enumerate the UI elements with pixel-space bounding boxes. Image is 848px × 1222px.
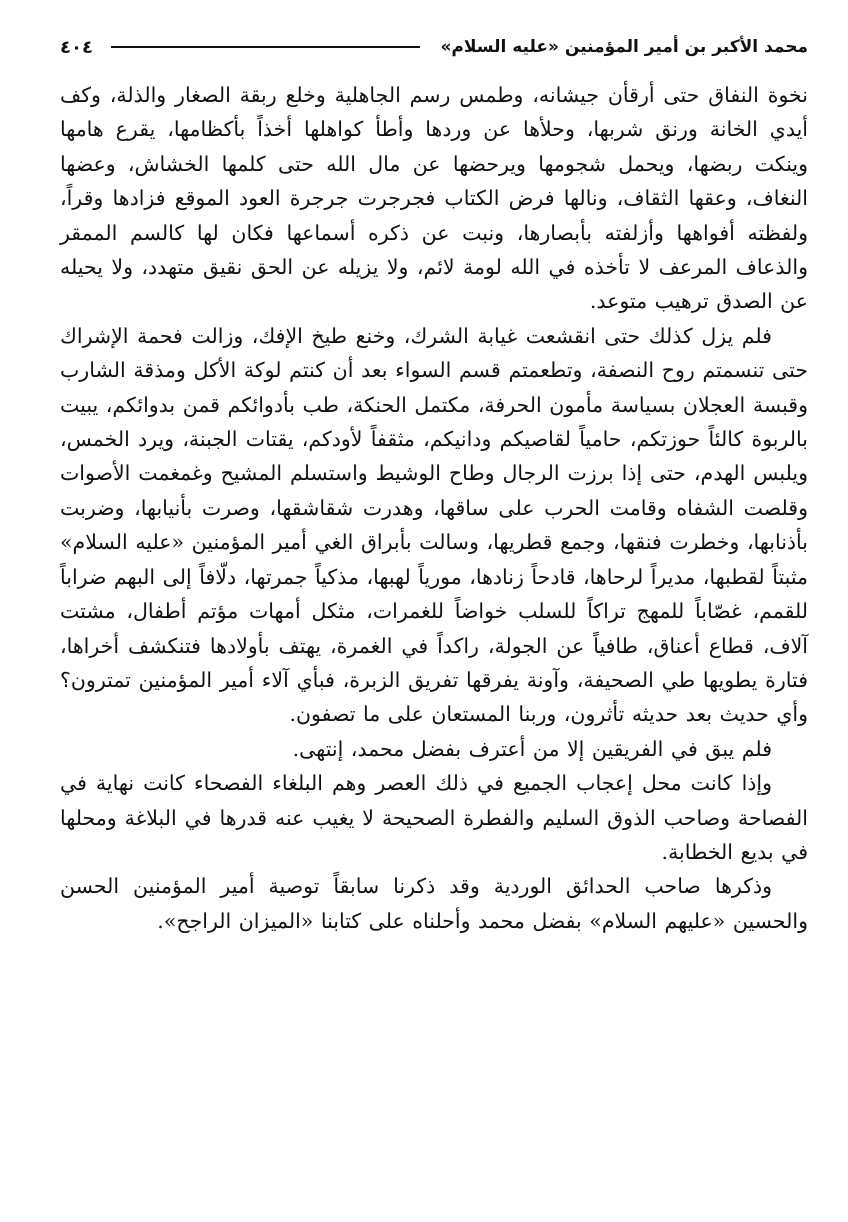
header-title: محمد الأكبر بن أمير المؤمنين «عليه السلام»: [440, 37, 808, 57]
paragraph: فلم يزل كذلك حتى انقشعت غيابة الشرك، وخنع طيخ الإفك، وزالت فحمة الإشراك حتى تنسمتم روح النصفة، وتطعمتم قسم السواء بعد أن كنتم لوكة الأكل ومذقة الشارب وقبسة العجلان بسياسة مأمون الحرفة، مكتمل الحنكة، طب بأدوائكم قمن بدوائكم، يبيت بالربوة كالئاً حوزتكم، حامياً لقاصيكم ودانيكم، مثقفاً لأودكم، يقتات الجبنة، ويرد الخمس، ويلبس الهدم، حتى إذا برزت الرجال وطاح الوشيط واستسلم المشيح وغمغمت الأصوات وقلصت الشفاه وقامت الحرب على ساقها، وهدرت شقاشقها، وصرت بأنيابها، وضربت بأذنابها، وخطرت فنقها، وجمع قطريها، وسالت بأبراق الغي أمير المؤمنين «عليه السلام» مثبتاً لقطبها، مديراً لرحاها، قادحاً زنادها، مورياً لهبها، مذكياً جمرتها، دلّافاً إلى البهم ضراباً للقمم، غصّاباً للمهج تراكاً للسلب خواضاً للغمرات، مثكل أمهات مؤتم أطفال، مشتت آلاف، قطاع أعناق، طافياً عن الجولة، راكداً في الغمرة، يهتف بأولادها فتنكشف أخراها، فتارة يطويها طي الصحيفة، وآونة يفرقها تفريق الزبرة، فبأي آلاء أمير المؤمنين تمترون؟ وأي حديث بعد حديثه تأثرون، وربنا المستعان على ما تصفون.: [60, 323, 808, 727]
body-text: [60, 78, 808, 938]
paragraph: نخوة النفاق حتى أرقأن جيشانه، وطمس رسم الجاهلية وخلع ربقة الصغار والذلة، وكف أيدي الخانة ورنق شربها، وحلأها عن وردها وأطأ كواهلها أخذاً بأكظامها، يقرع هامها وينكت ربضها، ويحمل شجومها ويرحضها عن مال الله حتى كلمها الخشاش، وعضها النغاف، وعقها الثقاف، ونالها فرض الكتاب فجرجرت جرجرة العود الموقع فزادها وقراً، ولفظته أفواهها وأزلفته بأبصارها، ونبت عن ذكره أسماعها فكان لها كالسم الممقر والذعاف المرعف لا تأخذه في الله لومة لائم، ولا يزيله عن الحق نقيق متهدد، ولا يحيله عن الصدق ترهيب متوعد.: [60, 83, 808, 314]
paragraph: فلم يبق في الفريقين إلا من أعترف بفضل محمد، إنتهى.: [292, 736, 772, 761]
paragraph: وإذا كانت محل إعجاب الجميع في ذلك العصر وهم البلغاء الفصحاء كانت نهاية في الفصاحة وصاحب الذوق السليم والفطرة الصحيحة لا يغيب عنه قدرها في البلاغة ومحلها في بديع الخطابة.: [60, 771, 808, 864]
book-page: [60, 30, 808, 938]
running-header: [60, 30, 808, 64]
header-rule: [111, 46, 420, 48]
page-number: ٤٠٤: [60, 36, 93, 58]
paragraph: وذكرها صاحب الحدائق الوردية وقد ذكرنا سابقاً توصية أمير المؤمنين الحسن والحسين «عليهم السلام» بفضل محمد وأحلناه على كتابنا «الميزان الراجح».: [60, 874, 808, 933]
